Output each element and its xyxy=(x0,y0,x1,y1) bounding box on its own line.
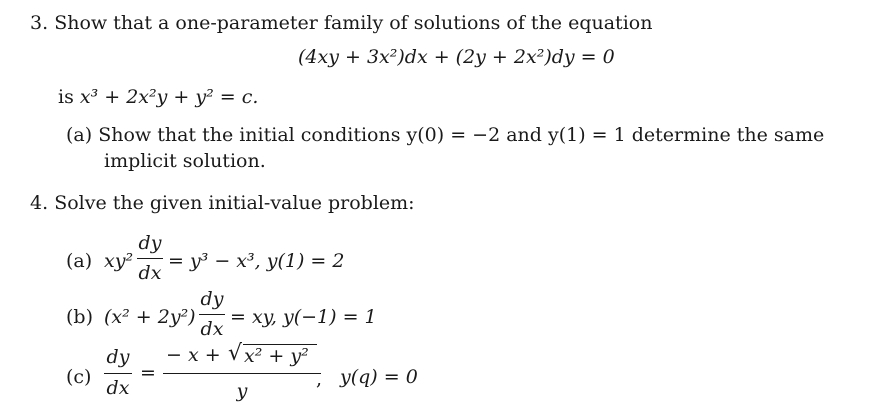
family-prefix: is xyxy=(58,86,74,108)
problem-4c-dx: dx xyxy=(106,377,130,399)
problem-4a-fraction-bar xyxy=(137,258,163,259)
problem-4b-lhs-prefix: (x² + 2y²) xyxy=(104,306,196,328)
problem-4a-dx: dx xyxy=(138,262,162,284)
problem-4a-rhs: = y³ − x³, y(1) = 2 xyxy=(168,250,345,272)
problem-3-equation: (4xy + 3x²)dx + (2y + 2x²)dy = 0 xyxy=(298,46,615,68)
problem-3a-text: Show that the initial conditions y(0) = −2 and y(1) = 1 determine the same xyxy=(98,124,825,146)
problem-4b-rhs: = xy, y(−1) = 1 xyxy=(230,306,377,328)
problem-4b-dy: dy xyxy=(200,288,224,310)
problem-3a-line1 xyxy=(66,124,824,146)
problem-4c-dy: dy xyxy=(106,346,130,368)
problem-4c-rhs-fraction-bar xyxy=(163,373,321,374)
family-equation: x³ + 2x²y + y² = c. xyxy=(79,86,259,108)
problem-4c-comma: , xyxy=(316,368,323,390)
problem-4a-dy: dy xyxy=(138,232,162,254)
problem-4c-denominator: y xyxy=(236,380,248,402)
problem-3-family xyxy=(58,86,258,108)
problem-4b-label: (b) xyxy=(66,306,93,328)
problem-3a-line2: implicit solution. xyxy=(104,150,266,172)
problem-4b-dx: dx xyxy=(200,318,224,340)
problem-4-text: Solve the given initial-value problem: xyxy=(54,192,415,214)
problem-4c-sqrt-content: x² + y² xyxy=(244,345,309,367)
problem-4c-lhs-fraction-bar xyxy=(104,373,132,374)
problem-4-statement xyxy=(30,192,415,214)
problem-3-statement xyxy=(30,12,652,34)
problem-4c-label: (c) xyxy=(66,366,92,388)
problem-4b-fraction-bar xyxy=(199,314,225,315)
problem-4a-lhs-prefix: xy² xyxy=(104,250,134,272)
problem-4c-numerator-prefix: − x + xyxy=(166,344,221,366)
problem-3-text: Show that a one-parameter family of solutions of the equation xyxy=(54,12,653,34)
problem-3a-label: (a) xyxy=(66,124,93,146)
problem-4c-condition: y(q) = 0 xyxy=(340,366,418,388)
problem-4c-sqrt-symbol: √ xyxy=(228,341,243,366)
problem-4a-label: (a) xyxy=(66,250,93,272)
problem-4-number: 4. xyxy=(30,192,49,214)
problem-3-number: 3. xyxy=(30,12,49,34)
problem-4c-equals: = xyxy=(140,362,156,384)
